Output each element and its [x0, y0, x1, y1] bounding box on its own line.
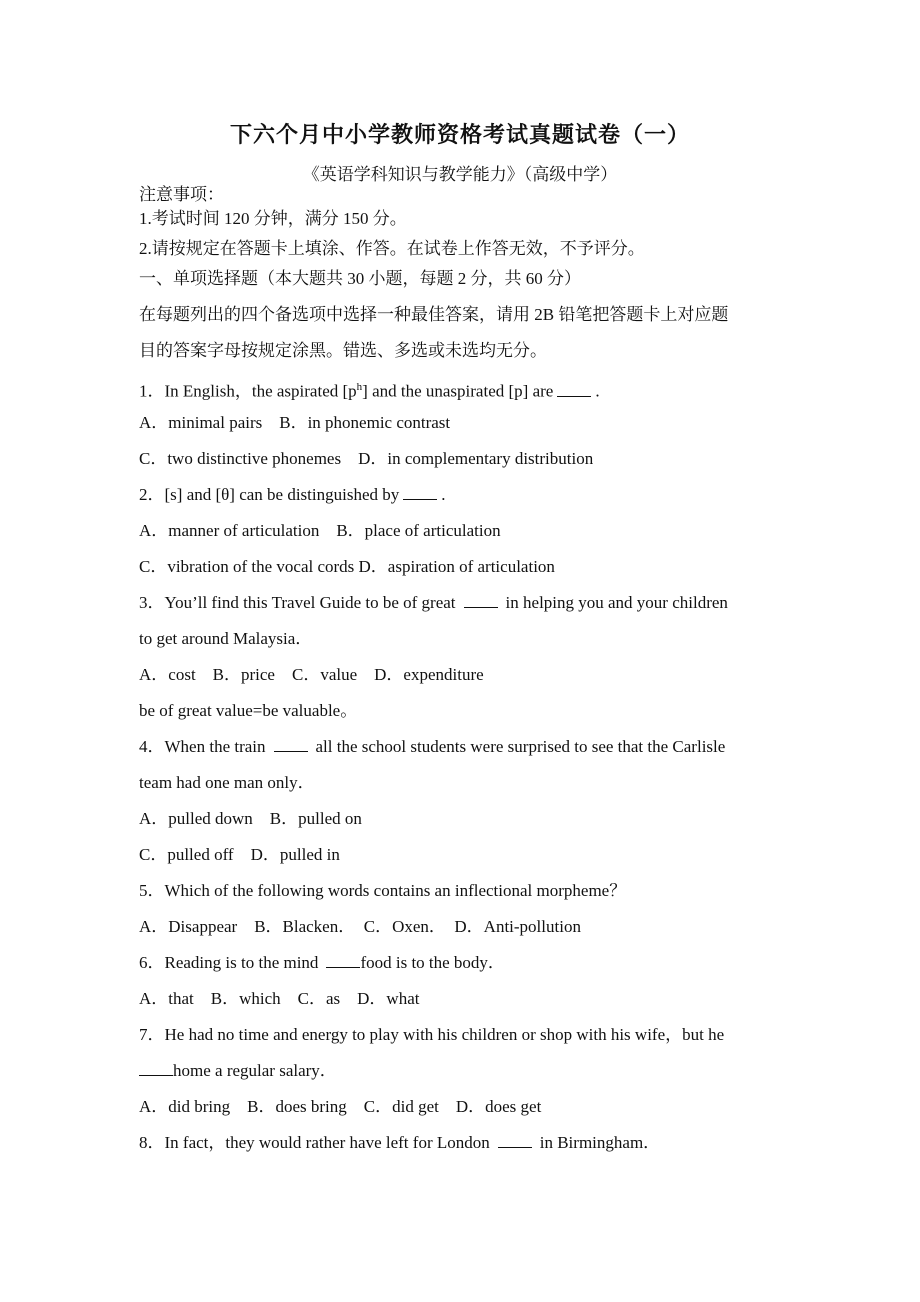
question-1-options-2: C．two distinctive phonemes D．in complementary distribution — [139, 449, 594, 468]
question-2-options-2: C．vibration of the vocal cords D．aspiration of articulation — [139, 557, 555, 576]
question-4-stem — [139, 736, 799, 772]
question-4-stem-continued: team had one man only． — [139, 773, 315, 792]
question-7-options: A．did bring B．does bring C．did get D．does get — [139, 1097, 542, 1116]
answer-blank — [498, 1133, 532, 1148]
question-1-stem — [139, 376, 799, 412]
q4-stem-part-b: all the school students were surprised to see that the Carlisle — [315, 737, 726, 756]
answer-blank — [274, 737, 308, 752]
section-heading: 一、单项选择题（本大题共 30 小题，每题 2 分，共 60 分） — [139, 269, 581, 288]
question-2-stem — [139, 484, 799, 520]
notice-heading: 注意事项： — [139, 185, 224, 204]
question-7-stem-continued — [139, 1060, 799, 1096]
answer-blank — [403, 485, 437, 500]
exam-content — [139, 184, 799, 1168]
q6-stem-part-b: food is to the body． — [360, 953, 505, 972]
question-3-note: be of great value=be valuable。 — [139, 701, 358, 720]
answer-blank — [464, 593, 498, 608]
notice-item-1: 1.考试时间 120 分钟，满分 150 分。 — [139, 209, 407, 228]
q1-superscript: h — [356, 381, 363, 393]
question-3-stem-continued: to get around Malaysia． — [139, 629, 313, 648]
question-3-stem — [139, 592, 799, 628]
q6-stem-part-a: 6．Reading is to the mind — [139, 953, 319, 972]
question-6-stem — [139, 952, 799, 988]
q3-stem-part-b: in helping you and your children — [505, 593, 728, 612]
answer-blank — [557, 382, 591, 397]
q4-stem-part-a: 4．When the train — [139, 737, 266, 756]
notice-item-2: 2.请按规定在答题卡上填涂、作答。在试卷上作答无效，不予评分。 — [139, 239, 645, 258]
question-5-stem: 5．Which of the following words contains an inflectional morpheme？ — [139, 881, 627, 900]
question-4-options-1: A．pulled down B．pulled on — [139, 809, 362, 828]
question-7-stem: 7．He had no time and energy to play with his children or shop with his wife，but he — [139, 1025, 725, 1044]
q3-stem-part-a: 3．You’ll find this Travel Guide to be of great — [139, 593, 456, 612]
q8-stem-part-b: in Birmingham． — [539, 1133, 661, 1152]
question-1-options-1: A．minimal pairs B．in phonemic contrast — [139, 413, 451, 432]
question-6-options: A．that B．which C．as D．what — [139, 989, 420, 1008]
q2-stem-end: . — [441, 485, 446, 504]
page-title: 下六个月中小学教师资格考试真题试卷（一） — [229, 122, 690, 147]
q1-stem-part-a: 1．In English，the aspirated [p — [139, 381, 357, 401]
section-instruction-2: 目的答案字母按规定涂黑。错选、多选或未选均无分。 — [139, 341, 547, 360]
q7-stem-part-b: home a regular salary． — [173, 1061, 337, 1080]
answer-blank — [326, 953, 360, 968]
q1-stem-end: . — [595, 381, 600, 401]
section-instruction-1: 在每题列出的四个备选项中选择一种最佳答案，请用 2B 铅笔把答题卡上对应题 — [139, 305, 729, 324]
q8-stem-part-a: 8．In fact，they would rather have left for London — [139, 1133, 490, 1152]
q1-stem-part-b: ] and the unaspirated [p] are — [362, 381, 554, 401]
question-3-options: A．cost B．price C．value D．expenditure — [139, 665, 484, 684]
question-8-stem — [139, 1132, 799, 1168]
page-subtitle: 《英语学科知识与教学能力》（高级中学） — [302, 165, 618, 184]
question-2-options-1: A．manner of articulation B．place of articulation — [139, 521, 501, 540]
answer-blank — [139, 1061, 173, 1076]
q2-stem-text: 2．[s] and [θ] can be distinguished by — [139, 485, 400, 504]
question-4-options-2: C．pulled off D．pulled in — [139, 845, 340, 864]
question-5-options: A．Disappear B．Blacken． C．Oxen． D．Anti-pollution — [139, 917, 581, 936]
